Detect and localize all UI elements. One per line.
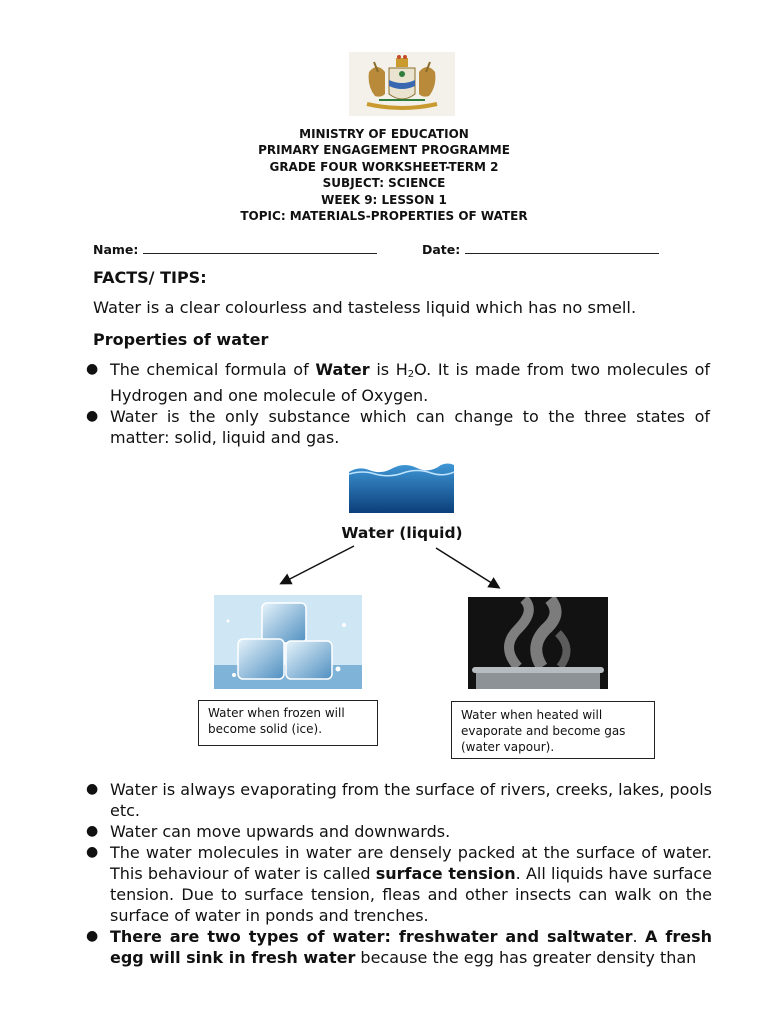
list-item: ● Water can move upwards and downwards. bbox=[86, 822, 451, 841]
topic-line: TOPIC: MATERIALS-PROPERTIES OF WATER bbox=[240, 209, 528, 224]
boiling-pot-steam-image bbox=[468, 597, 608, 689]
solid-caption-box: Water when frozen will become solid (ice). bbox=[198, 700, 378, 746]
bullet-icon: ● bbox=[86, 823, 99, 839]
date-field[interactable] bbox=[422, 242, 659, 257]
gas-caption-box: Water when heated will evaporate and become gas (water vapour). bbox=[451, 701, 655, 759]
grade-line: GRADE FOUR WORKSHEET-TERM 2 bbox=[269, 159, 499, 174]
name-field[interactable] bbox=[93, 242, 377, 257]
bullet-icon: ● bbox=[86, 361, 99, 377]
name-line[interactable] bbox=[143, 243, 377, 254]
name-label: Name: bbox=[93, 242, 139, 257]
list-item: ● Water is always evaporating from the surface of rivers, creeks, lakes, pools etc. bbox=[86, 780, 712, 820]
date-line[interactable] bbox=[465, 243, 659, 254]
state-arrows bbox=[270, 540, 510, 595]
properties-heading: Properties of water bbox=[93, 330, 269, 349]
list-item: ● Water is the only substance which can change to the three states of matter: solid, liquid and gas. bbox=[86, 407, 710, 447]
intro-text: Water is a clear colourless and tasteless liquid which has no smell. bbox=[93, 298, 637, 317]
week-line: WEEK 9: LESSON 1 bbox=[321, 192, 447, 207]
bullet-icon: ● bbox=[86, 844, 99, 860]
properties-list bbox=[86, 359, 711, 448]
bullet-icon: ● bbox=[86, 781, 99, 797]
water-liquid-label: Water (liquid) bbox=[341, 524, 463, 542]
list-item: ● The water molecules in water are densely packed at the surface of water. This behaviour of water is called surface tension. All liquids have surface tension. Due to surface tension, fleas and other insects can walk on the surface of water in ponds and trenches. bbox=[86, 843, 713, 925]
subject-line: SUBJECT: SCIENCE bbox=[322, 176, 446, 191]
ice-cubes-image bbox=[214, 595, 362, 689]
more-properties-list bbox=[86, 779, 713, 968]
coat-of-arms-icon bbox=[349, 52, 455, 116]
bullet-icon: ● bbox=[86, 408, 99, 424]
water-surface-image bbox=[349, 462, 454, 513]
list-item: ● There are two types of water: freshwater and saltwater. A fresh egg will sink in fresh water because the egg has greater density than bbox=[86, 927, 713, 967]
programme-line: PRIMARY ENGAGEMENT PROGRAMME bbox=[258, 143, 510, 158]
bullet-icon: ● bbox=[86, 928, 99, 944]
worksheet-header bbox=[0, 126, 768, 224]
list-item: ● The chemical formula of Water is $H_2O$. It is made from two molecules of Hydrogen and one molecule of Oxygen. bbox=[86, 360, 711, 405]
arrow-to-solid-icon bbox=[282, 546, 354, 583]
date-label: Date: bbox=[422, 242, 461, 257]
facts-heading: FACTS/ TIPS: bbox=[93, 268, 207, 287]
ministry-line: MINISTRY OF EDUCATION bbox=[299, 127, 469, 141]
arrow-to-gas-icon bbox=[436, 548, 498, 587]
